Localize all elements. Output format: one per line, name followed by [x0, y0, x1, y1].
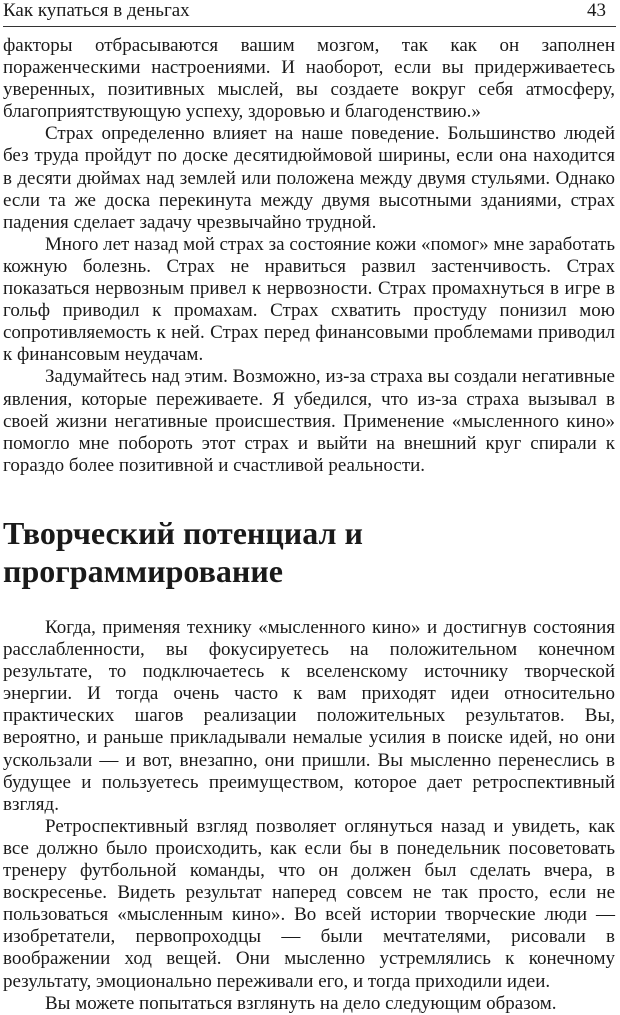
section-heading-line-2: программирование — [3, 553, 283, 589]
paragraph: Когда, применяя технику «мысленного кино» и достигнув состояния расслабленности, вы фокусируетесь на положительном конечном результате, то подключаетесь к вселенскому источнику творческой энергии. И тогда очень часто к вам приходят идеи относительно практических шагов реализации положительных результатов. Вы, вероятно, и раньше прикладывали немалые усилия в поиске идей, но они ускользали — и вот, внезапно, они пришли. Вы мысленно перенеслись в будущее и пользуетесь преимуществом, которое дает ретроспективный взгляд. — [3, 617, 615, 815]
text-block-fear — [3, 35, 615, 477]
paragraph: Задумайтесь над этим. Возможно, из-за страха вы создали негативные явления, которые переживаете. Я убедился, что из-за страха вызывал в своей жизни негативные происшествия. Применение «мысленного кино» помогло мне побороть этот страх и выйти на внешний круг спирали к гораздо более позитивной и счастливой реальности. — [3, 366, 615, 476]
section-heading-line-1: Творческий потенциал и — [3, 515, 363, 551]
running-title: Как купаться в деньгах — [3, 0, 190, 21]
paragraph: факторы отбрасываются вашим мозгом, так как он заполнен пораженческими настроениями. И наоборот, если вы придерживаетесь уверенных, позитивных мыслей, вы создаете вокруг себя атмосферу, благоприятствующую успеху, здоровью и благоденствию.» — [3, 35, 615, 123]
paragraph: Вы можете попытаться взглянуть на дело следующим образом. — [45, 992, 557, 1014]
paragraph: Ретроспективный взгляд позволяет оглянуться назад и увидеть, как все должно было происходить, как если бы в понедельник посоветовать тренеру футбольной команды, что он должен был сделать вчера, в воскресенье. Видеть результат наперед совсем не так просто, если не пользоваться «мысленным кино». Во всей истории творческие люди — изобретатели, первопроходцы — были мечтателями, рисовали в воображении ход вещей. Они мысленно устремлялись к конечному результату, эмоционально переживали его, и тогда приходили идеи. — [3, 815, 615, 992]
running-head — [3, 0, 616, 27]
paragraph: Страх определенно влияет на наше поведение. Большинство людей без труда пройдут по доске десятидюймовой ширины, если она находится в десяти дюймах над землей или положена между двумя стульями. Однако если та же доска перекинута между двумя высотными зданиями, страх падения сделает задачу чрезвычайно трудной. — [3, 123, 615, 233]
paragraph: Много лет назад мой страх за состояние кожи «помог» мне заработать кожную болезнь. Страх не нравиться развил застенчивость. Страх показаться нервозным привел к нервозности. Страх промахнуться в игре в гольф приводил к промахам. Страх схватить простуду понизил мою сопротивляемость к ней. Страх перед финансовыми проблемами приводил к финансовым неудачам. — [3, 233, 615, 366]
section-heading — [3, 514, 615, 590]
text-block-creativity — [3, 617, 615, 1015]
page-number: 43 — [587, 0, 606, 21]
